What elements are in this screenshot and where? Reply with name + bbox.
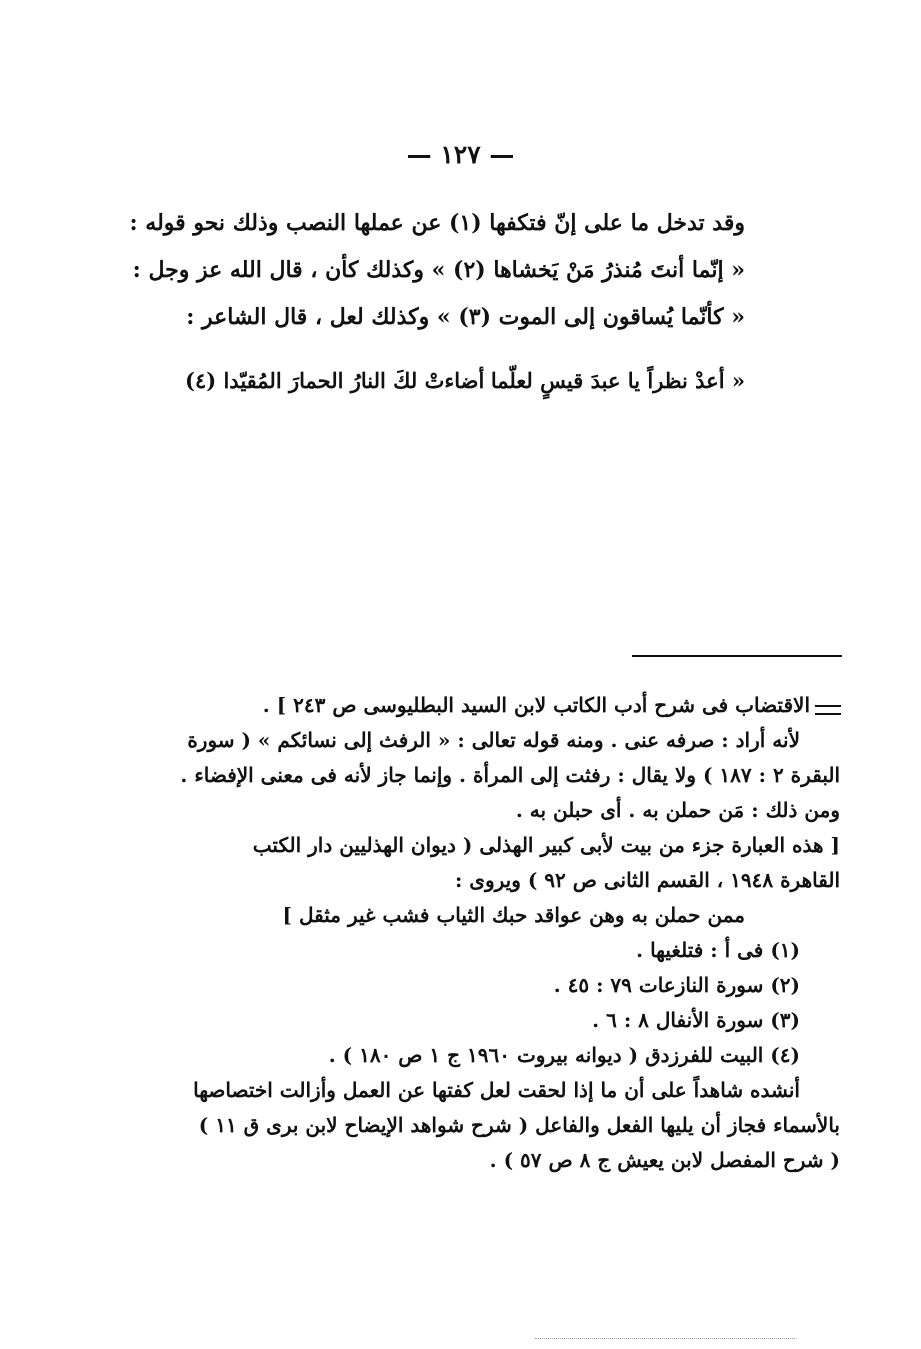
main-text-line: وقد تدخل ما على إنّ فتكفها (١) عن عملها النصب وذلك نحو قوله : bbox=[129, 210, 745, 236]
scan-artifact bbox=[535, 1338, 795, 1341]
footnotes-section bbox=[180, 688, 840, 1178]
footnote-line: أنشده شاهداً على أن ما إذا لحقت لعل كفتها عن العمل وأزالت اختصاصها bbox=[193, 1078, 800, 1102]
footnote-line: ( شرح المفصل لابن يعيش ج ٨ ص ٥٧ ) . bbox=[489, 1148, 840, 1172]
footnote-line: (٤) البيت للفرزدق ( ديوانه بيروت ١٩٦٠ ج ١ ص ١٨٠ ) . bbox=[328, 1043, 800, 1067]
footnote-line: [ هذه العبارة جزء من بيت لأبى كبير الهذلى ( ديوان الهذليين دار الكتب bbox=[252, 833, 840, 857]
poetry-verse bbox=[185, 368, 745, 393]
footnote-line: الاقتضاب فى شرح أدب الكاتب لابن السيد البطليوسى ص ٢٤٣ ] . bbox=[262, 693, 810, 717]
footnote-separator-rule bbox=[632, 655, 842, 657]
footnote-line: لأنه أراد : صرفه عنى . ومنه قوله تعالى : « الرفث إلى نسائكم » ( سورة bbox=[187, 728, 800, 752]
footnote-line: (٢) سورة النازعات ٧٩ : ٤٥ . bbox=[553, 973, 800, 997]
page-number: — ١٢٧ — bbox=[406, 140, 515, 169]
footnote-line: القاهرة ١٩٤٨ ، القسم الثانى ص ٩٢ ) ويروى : bbox=[454, 868, 840, 892]
main-text-body bbox=[129, 200, 745, 341]
main-text-line: « إنّما أنتَ مُنذرُ مَنْ يَخشاها (٢) » وكذلك كأن ، قال الله عز وجل : bbox=[132, 257, 745, 283]
footnote-line: البقرة ٢ : ١٨٧ ) ولا يقال : رفثت إلى المرأة . وإنما جاز لأنه فى معنى الإفضاء . bbox=[180, 763, 840, 787]
main-text-line: « كأنّما يُساقون إلى الموت (٣) » وكذلك لعل ، قال الشاعر : bbox=[186, 304, 745, 330]
footnote-line: ممن حملن به وهن عواقد حبك الثياب فشب غير مثقل ] bbox=[282, 903, 745, 927]
footnote-line: بالأسماء فجاز أن يليها الفعل والفاعل ( شرح شواهد الإيضاح لابن برى ق ١١ ) bbox=[198, 1113, 840, 1137]
footnote-line: (٣) سورة الأنفال ٨ : ٦ . bbox=[592, 1008, 800, 1032]
verse-second-hemistich: أضاءتْ لكَ النارُ الحمارَ المُقيّدا (٤) bbox=[185, 368, 485, 393]
footnote-line: (١) فى أ : فتلغيها . bbox=[636, 938, 800, 962]
footnote-line: ومن ذلك : مَن حملن به . أى حبلن به . bbox=[515, 798, 840, 822]
verse-first-hemistich: « أعدْ نظراً يا عبدَ قيسٍ لعلّما bbox=[490, 368, 745, 393]
